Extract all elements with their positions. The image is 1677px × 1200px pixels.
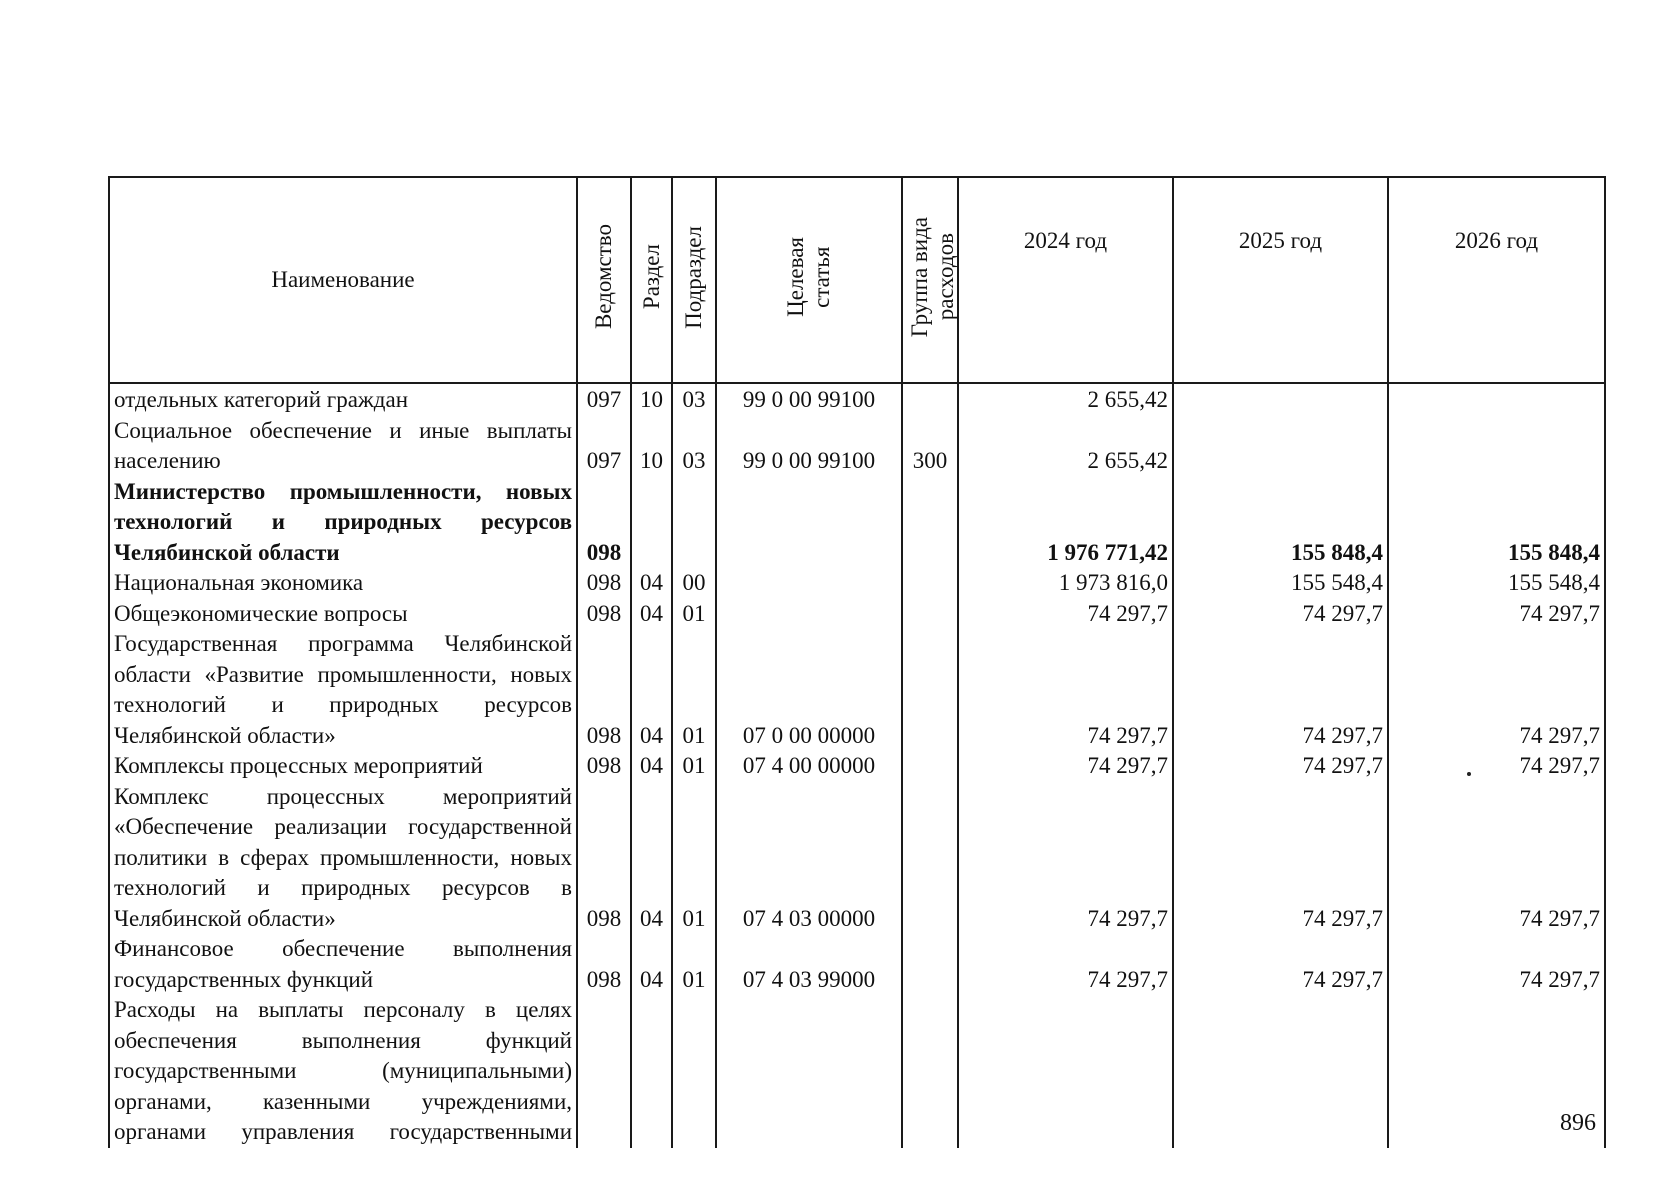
row-podrazdel: [672, 477, 716, 569]
row-2024: 74 297,7: [958, 599, 1173, 630]
row-vedomstvo: 098: [577, 782, 631, 935]
row-2025: 155 548,4: [1173, 568, 1388, 599]
row-gruppa: [902, 782, 958, 935]
row-celevaya-statya: 07 4 00 00000: [716, 751, 902, 782]
row-2024: 1 976 771,42: [958, 477, 1173, 569]
table-header-row: [109, 177, 1605, 383]
row-vedomstvo: [577, 995, 631, 1148]
row-vedomstvo: 098: [577, 934, 631, 995]
table-row: [109, 383, 1605, 416]
row-2026: 155 848,4: [1388, 477, 1605, 569]
row-name: Комплексы процессных мероприятий: [109, 751, 577, 782]
header-2024: 2024 год: [958, 177, 1173, 383]
row-2024: 74 297,7: [958, 629, 1173, 751]
row-gruppa: [902, 568, 958, 599]
row-razdel: 10: [631, 416, 672, 477]
table-row: [109, 751, 1605, 782]
row-razdel: 04: [631, 629, 672, 751]
header-podrazdel: Подраздел: [672, 177, 716, 383]
row-2026: 74 297,7: [1388, 934, 1605, 995]
row-2025: 74 297,7: [1173, 751, 1388, 782]
header-name: Наименование: [109, 177, 577, 383]
row-name: Общеэкономические вопросы: [109, 599, 577, 630]
row-razdel: 04: [631, 934, 672, 995]
row-razdel: [631, 477, 672, 569]
row-2026: 74 297,7: [1388, 599, 1605, 630]
row-podrazdel: 03: [672, 416, 716, 477]
row-name: Расходы на выплаты персоналу в целях обеспечения выполнения функций государственными (муниципальными) органами, казенными учреждениями, органами управления государственными: [109, 995, 577, 1148]
row-2026: 74 297,7: [1388, 782, 1605, 935]
row-celevaya-statya: 99 0 00 99100: [716, 416, 902, 477]
row-celevaya-statya: 07 4 03 99000: [716, 934, 902, 995]
row-gruppa: [902, 995, 958, 1148]
row-name: Комплекс процессных мероприятий «Обеспечение реализации государственной политики в сферах промышленности, новых технологий и природных ресурсов в Челябинской области»: [109, 782, 577, 935]
row-podrazdel: [672, 995, 716, 1148]
table-row: [109, 782, 1605, 935]
row-2025: 155 848,4: [1173, 477, 1388, 569]
table-row: [109, 995, 1605, 1148]
row-2024: 74 297,7: [958, 782, 1173, 935]
row-gruppa: [902, 383, 958, 416]
row-celevaya-statya: [716, 568, 902, 599]
row-vedomstvo: 097: [577, 383, 631, 416]
row-2025: [1173, 416, 1388, 477]
row-gruppa: [902, 934, 958, 995]
header-2026: 2026 год: [1388, 177, 1605, 383]
row-gruppa: [902, 629, 958, 751]
row-2025: 74 297,7: [1173, 782, 1388, 935]
row-celevaya-statya: [716, 995, 902, 1148]
row-2026: 74 297,7: [1388, 629, 1605, 751]
table-row: [109, 599, 1605, 630]
row-vedomstvo: 098: [577, 477, 631, 569]
row-podrazdel: 01: [672, 934, 716, 995]
row-celevaya-statya: [716, 599, 902, 630]
row-name: Национальная экономика: [109, 568, 577, 599]
row-podrazdel: 01: [672, 629, 716, 751]
row-2025: 74 297,7: [1173, 934, 1388, 995]
row-name: Финансовое обеспечение выполнения государственных функций: [109, 934, 577, 995]
row-2024: 2 655,42: [958, 383, 1173, 416]
table-row: [109, 568, 1605, 599]
row-razdel: 04: [631, 568, 672, 599]
header-gruppa-vida-rashodov: Группа вида расходов: [902, 177, 958, 383]
row-razdel: 04: [631, 751, 672, 782]
row-celevaya-statya: [716, 477, 902, 569]
row-podrazdel: 01: [672, 751, 716, 782]
scan-dot-mark: [1467, 772, 1471, 776]
row-gruppa: 300: [902, 416, 958, 477]
row-celevaya-statya: 07 4 03 00000: [716, 782, 902, 935]
row-razdel: 04: [631, 782, 672, 935]
row-razdel: 10: [631, 383, 672, 416]
header-razdel: Раздел: [631, 177, 672, 383]
row-2026: 74 297,7: [1388, 751, 1605, 782]
row-name: Государственная программа Челябинской области «Развитие промышленности, новых технологий и природных ресурсов Челябинской области»: [109, 629, 577, 751]
row-2026: [1388, 416, 1605, 477]
row-podrazdel: 03: [672, 383, 716, 416]
budget-table: [108, 176, 1606, 1148]
row-vedomstvo: 098: [577, 599, 631, 630]
table-row: [109, 629, 1605, 751]
row-2024: 1 973 816,0: [958, 568, 1173, 599]
row-vedomstvo: 098: [577, 751, 631, 782]
row-celevaya-statya: 07 0 00 00000: [716, 629, 902, 751]
table-row: [109, 477, 1605, 569]
row-2026: [1388, 383, 1605, 416]
row-vedomstvo: 098: [577, 568, 631, 599]
header-celevaya-statya: Целевая статья: [716, 177, 902, 383]
row-name: отдельных категорий граждан: [109, 383, 577, 416]
row-podrazdel: 01: [672, 599, 716, 630]
table-row: [109, 416, 1605, 477]
row-gruppa: [902, 599, 958, 630]
table-row: [109, 934, 1605, 995]
row-vedomstvo: 098: [577, 629, 631, 751]
row-2024: 74 297,7: [958, 751, 1173, 782]
row-2024: [958, 995, 1173, 1148]
row-2024: 2 655,42: [958, 416, 1173, 477]
row-2025: [1173, 383, 1388, 416]
header-vedomstvo: Ведомство: [577, 177, 631, 383]
row-podrazdel: 01: [672, 782, 716, 935]
row-name: Социальное обеспечение и иные выплаты населению: [109, 416, 577, 477]
row-name: Министерство промышленности, новых технологий и природных ресурсов Челябинской области: [109, 477, 577, 569]
header-2025: 2025 год: [1173, 177, 1388, 383]
page-number: 896: [1560, 1110, 1596, 1136]
row-gruppa: [902, 477, 958, 569]
row-2025: 74 297,7: [1173, 629, 1388, 751]
row-2025: 74 297,7: [1173, 599, 1388, 630]
row-2025: [1173, 995, 1388, 1148]
row-celevaya-statya: 99 0 00 99100: [716, 383, 902, 416]
row-vedomstvo: 097: [577, 416, 631, 477]
row-gruppa: [902, 751, 958, 782]
row-razdel: 04: [631, 599, 672, 630]
row-razdel: [631, 995, 672, 1148]
row-2024: 74 297,7: [958, 934, 1173, 995]
row-podrazdel: 00: [672, 568, 716, 599]
row-2026: 155 548,4: [1388, 568, 1605, 599]
